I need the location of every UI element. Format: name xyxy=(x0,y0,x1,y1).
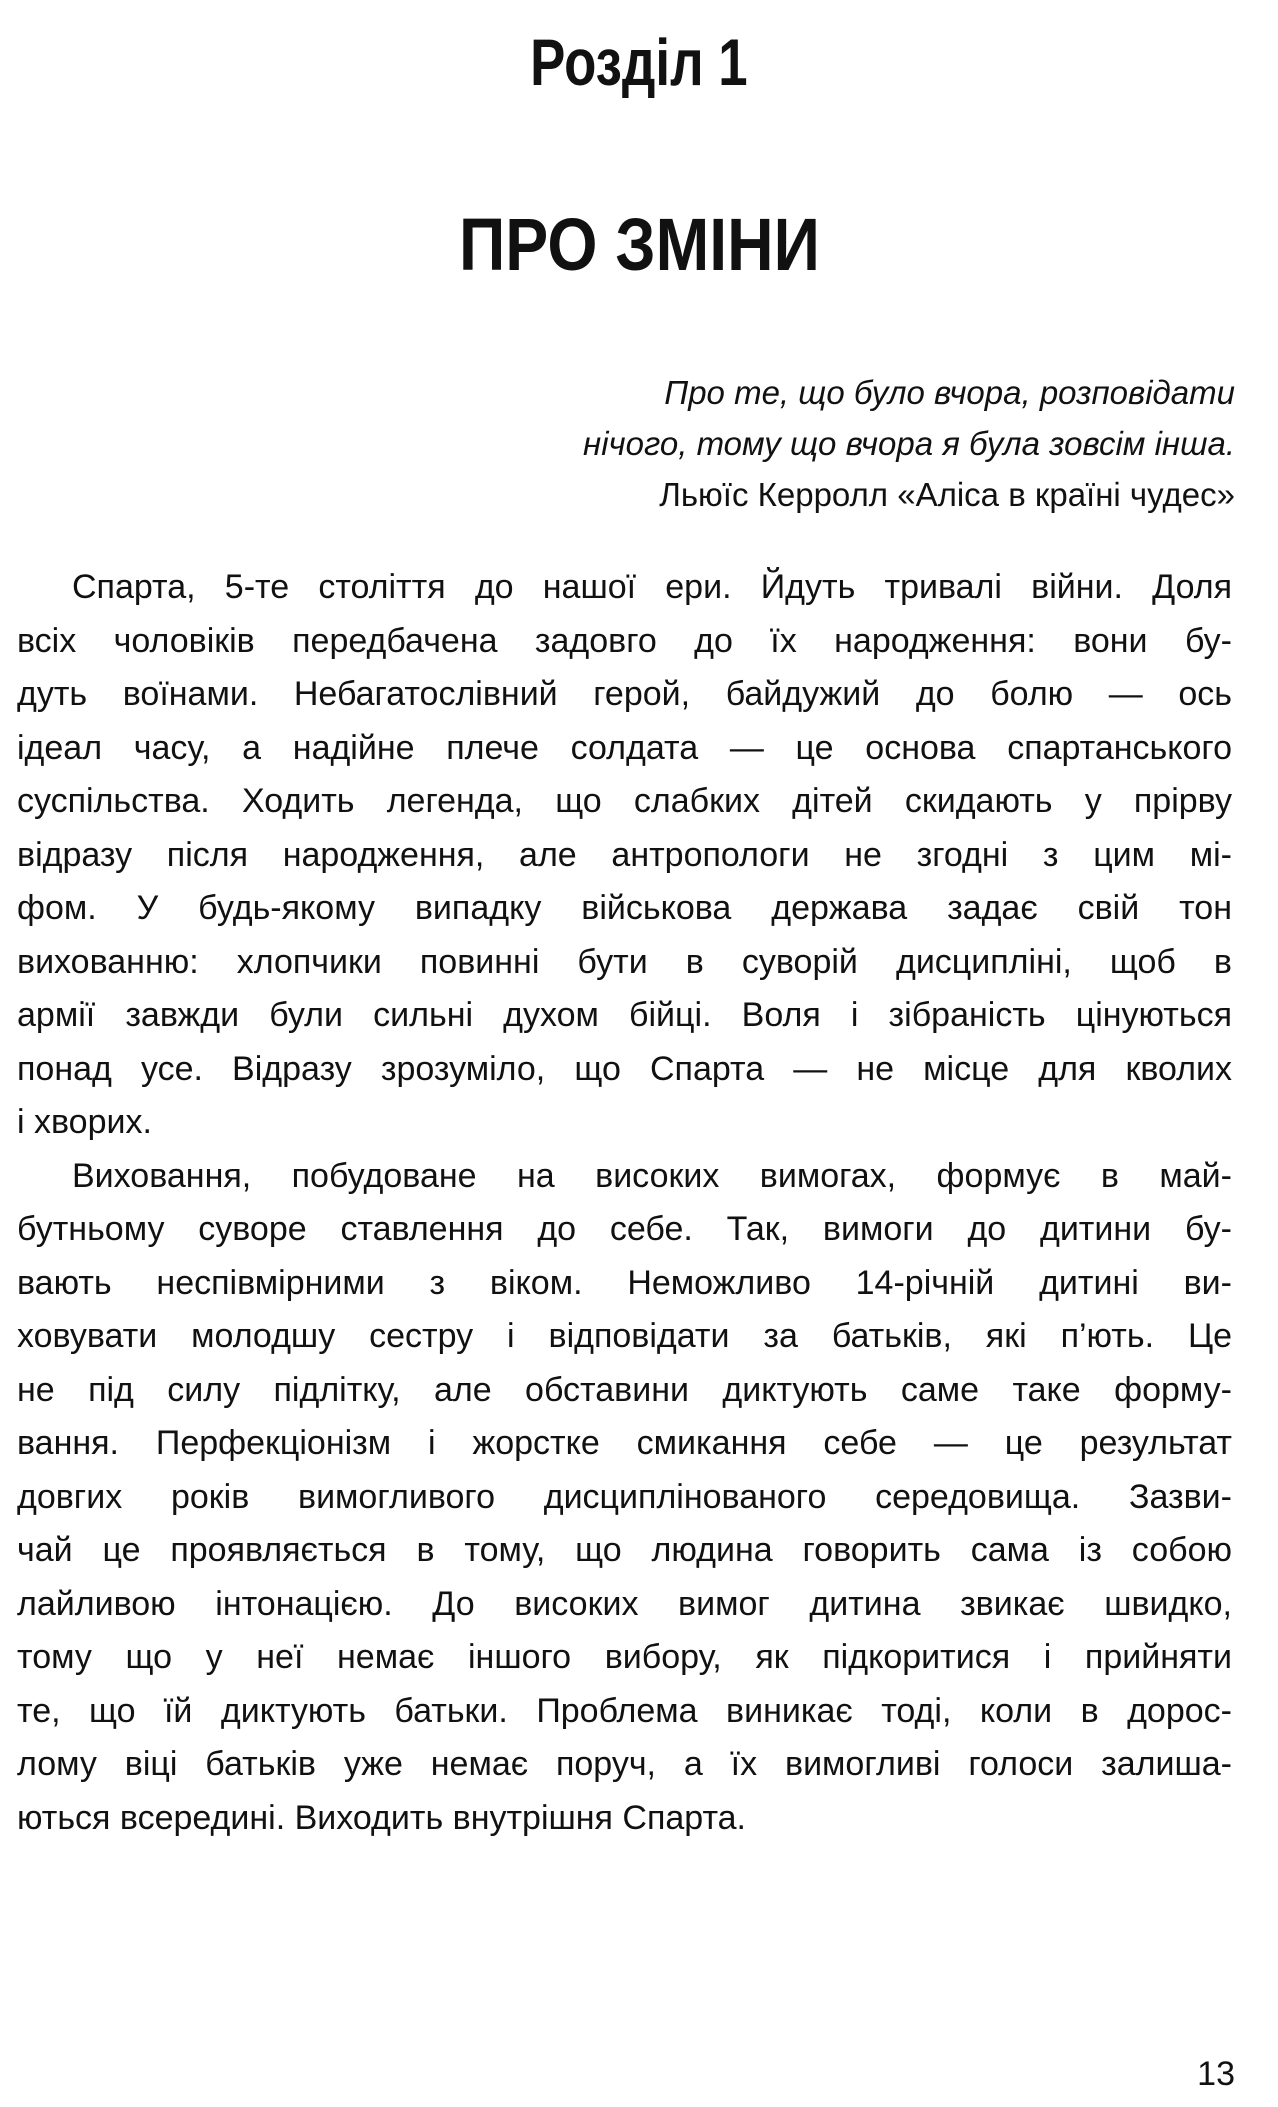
paragraph-line: армії завжди були сильні духом бійці. Воля і зібраність цінуються xyxy=(17,996,1232,1034)
paragraph-line: Спарта, 5-те століття до нашої ери. Йдуть тривалі війни. Доля xyxy=(72,568,1232,606)
paragraph-line: дуть воїнами. Небагатослівний герой, байдужий до болю — ось xyxy=(17,675,1232,713)
paragraph-line: Виховання, побудоване на високих вимогах, формує в май- xyxy=(72,1156,1232,1195)
paragraph-line: не під силу підлітку, але обставини диктують саме таке форму- xyxy=(17,1370,1232,1409)
paragraph-line: тому що у неї немає іншого вибору, як підкоритися і прийняти xyxy=(17,1638,1232,1676)
paragraph-line: вання. Перфекціонізм і жорстке смикання себе — це результат xyxy=(17,1424,1232,1462)
paragraph-line: суспільства. Ходить легенда, що слабких дітей скидають у прірву xyxy=(17,782,1232,820)
paragraph-line: ховувати молодшу сестру і відповідати за батьків, які п’ють. Це xyxy=(17,1317,1232,1355)
paragraph-line: всіх чоловіків передбачена задовго до їх народження: вони бу- xyxy=(17,621,1232,660)
epigraph-line: нічого, тому що вчора я була зовсім інша. xyxy=(583,425,1235,462)
paragraph-line: відразу після народження, але антропологи не згодні з цим мі- xyxy=(17,835,1232,874)
paragraph-line: бутньому суворе ставлення до себе. Так, вимоги до дитини бу- xyxy=(17,1210,1232,1248)
paragraph-line: і хворих. xyxy=(17,1103,152,1141)
epigraph-attribution: Льюїс Керролл «Аліса в країні чудес» xyxy=(659,476,1235,513)
chapter-title-text: ПРО ЗМІНИ xyxy=(458,203,820,286)
paragraph-line: вають неспівмірними з віком. Неможливо 14-річній дитині ви- xyxy=(17,1263,1232,1302)
body-text xyxy=(17,561,1232,1845)
paragraph-line: вихованню: хлопчики повинні бути в суворій дисципліні, щоб в xyxy=(17,942,1232,981)
paragraph-line: понад усе. Відразу зрозуміло, що Спарта — не місце для кволих xyxy=(17,1049,1232,1088)
paragraph-line: ються всередині. Виходить внутрішня Спарта. xyxy=(17,1798,746,1837)
paragraph-line: те, що їй диктують батьки. Проблема виникає тоді, коли в дорос- xyxy=(17,1691,1232,1730)
chapter-heading xyxy=(0,22,1278,102)
chapter-heading-text: Розділ 1 xyxy=(530,25,748,99)
epigraph-line: Про те, що було вчора, розповідати xyxy=(664,374,1235,411)
paragraph-line: довгих років вимогливого дисциплінованого середовища. Зазви- xyxy=(17,1477,1232,1516)
paragraph-line: лому віці батьків уже немає поруч, а їх вимогливі голоси залиша- xyxy=(17,1745,1232,1783)
paragraph-line: лайливою інтонацією. До високих вимог дитина звикає швидко, xyxy=(17,1584,1232,1623)
epigraph xyxy=(583,367,1235,520)
paragraph-line: чай це проявляється в тому, що людина говорить сама із собою xyxy=(17,1531,1232,1569)
paragraph-line: ідеал часу, а надійне плече солдата — це основа спартанського xyxy=(17,728,1232,767)
chapter-title xyxy=(0,200,1278,290)
paragraph-line: фом. У будь-якому випадку військова держава задає свій тон xyxy=(17,889,1232,927)
page-number: 13 xyxy=(1197,2055,1235,2093)
